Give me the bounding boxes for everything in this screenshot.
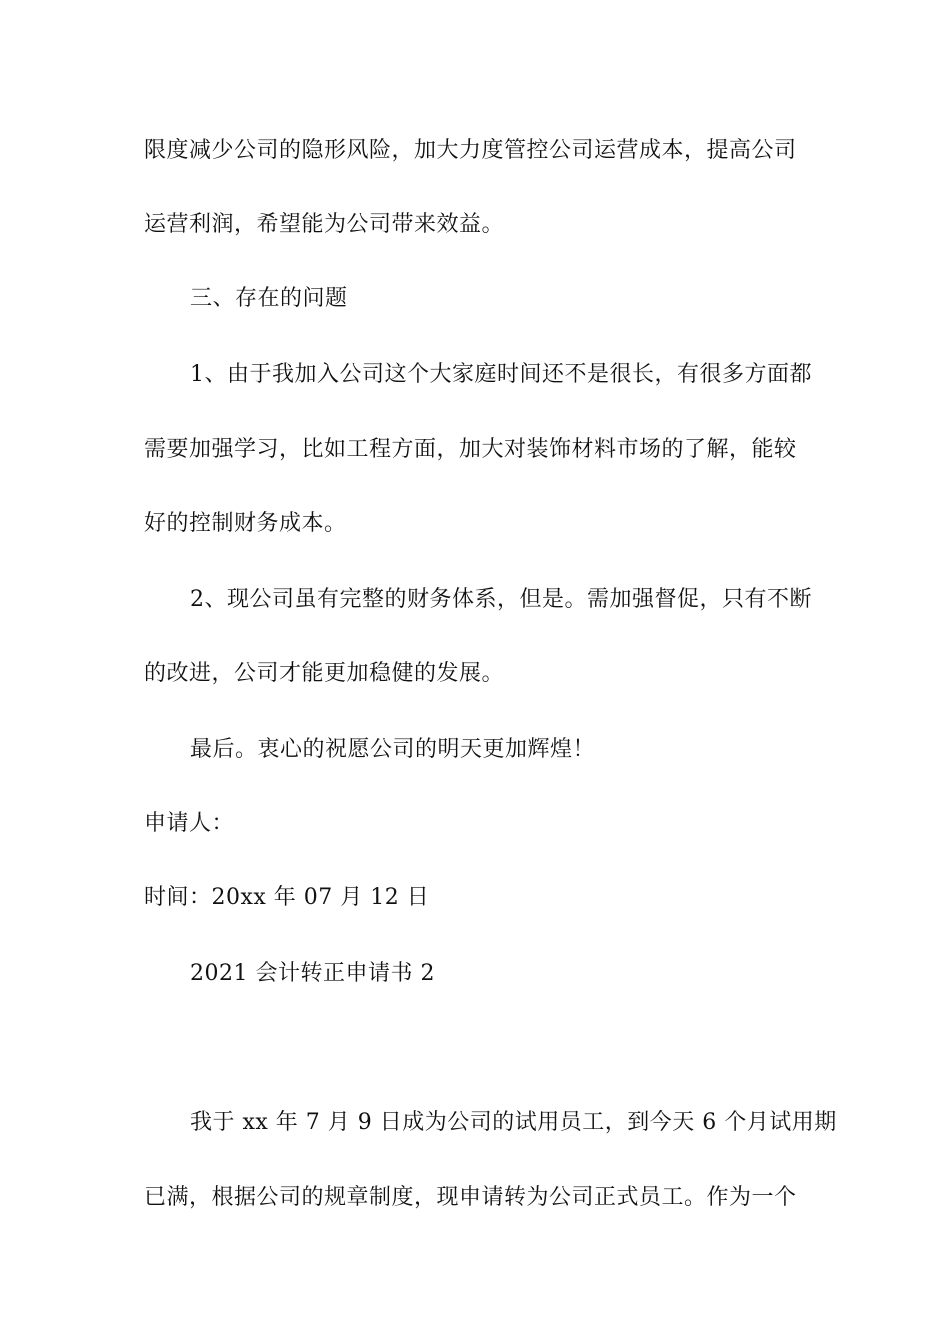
paragraph-line: 限度减少公司的隐形风险，加大力度管控公司运营成本，提高公司 — [144, 138, 797, 163]
paragraph-line: 需要加强学习，比如工程方面，加大对装饰材料市场的了解，能较 — [144, 437, 797, 462]
applicant-label: 申请人： — [144, 811, 235, 836]
paragraph-line: 好的控制财务成本。 — [144, 511, 347, 536]
paragraph-line: 2、现公司虽有完整的财务体系，但是。需加强督促，只有不断 — [190, 587, 812, 612]
paragraph-line: 运营利润，希望能为公司带来效益。 — [144, 212, 505, 237]
date-line: 时间：20xx 年 07 月 12 日 — [144, 885, 430, 910]
paragraph-line: 已满，根据公司的规章制度，现申请转为公司正式员工。作为一个 — [144, 1185, 797, 1210]
paragraph-line: 我于 xx 年 7 月 9 日成为公司的试用员工，到今天 6 个月试用期 — [190, 1110, 837, 1135]
section-heading: 三、存在的问题 — [190, 286, 348, 311]
document-title: 2021 会计转正申请书 2 — [190, 961, 435, 986]
paragraph-line: 的改进，公司才能更加稳健的发展。 — [144, 661, 505, 686]
closing-line: 最后。衷心的祝愿公司的明天更加辉煌！ — [190, 737, 596, 762]
paragraph-line: 1、由于我加入公司这个大家庭时间还不是很长，有很多方面都 — [190, 362, 812, 387]
